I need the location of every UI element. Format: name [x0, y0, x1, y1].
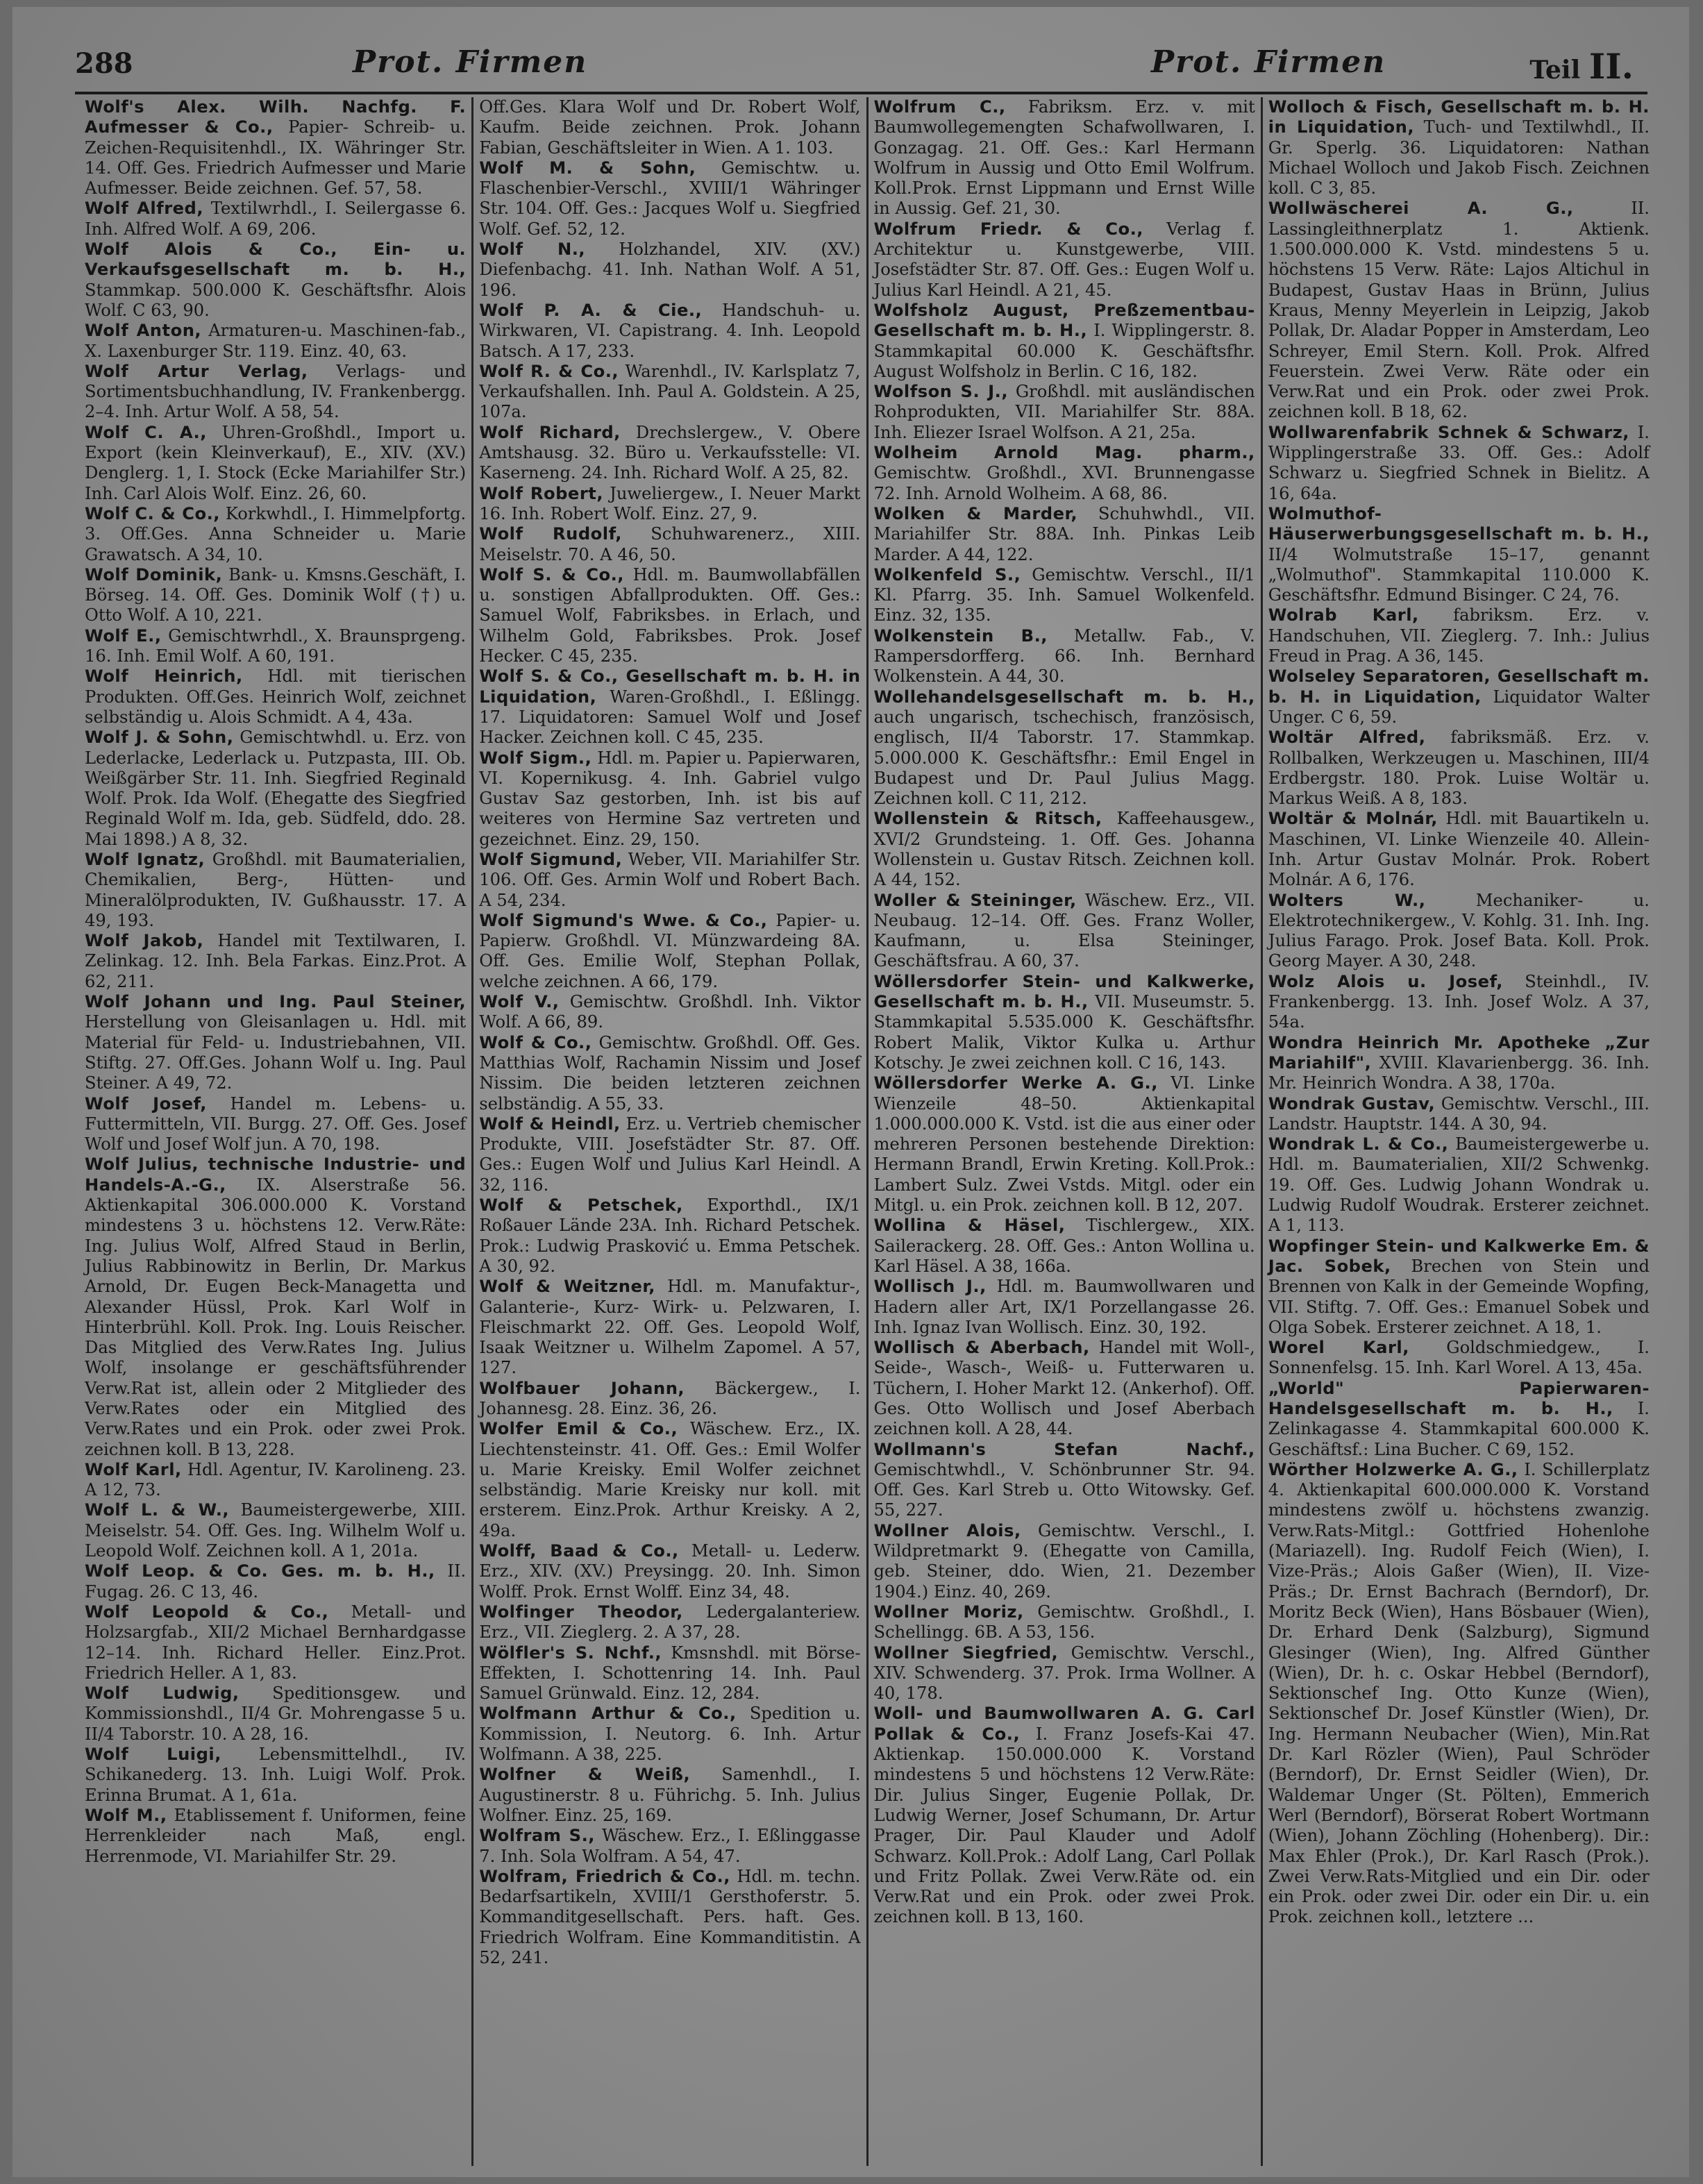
firm-name: Wollner Alois, [873, 1520, 1021, 1540]
firm-name: Wollisch & Aberbach, [873, 1338, 1090, 1358]
firm-details: Etablissement f. Uniformen, feine Herrenkleider nach Maß, engl. Herrenmode, VI. Mariahilfer Str. 29. [85, 1805, 467, 1866]
directory-entry [85, 1500, 466, 1561]
firm-name: Worel Karl, [1268, 1338, 1409, 1358]
firm-details: Kaffeehausgew., XVI/2 Grundsteing. 1. Off. Ges. Johanna Wollenstein u. Gustav Ritsch. Zeichnen koll. A 44, 152. [873, 809, 1255, 890]
directory-entry [1268, 666, 1650, 728]
firm-name: Wolf S. & Co., [479, 564, 624, 585]
firm-details: Lebensmittelhdl., IV. Schikanederg. 13. Inh. Luigi Wolf. Prok. Erinna Brumat. A 1, 61a. [85, 1745, 467, 1805]
firm-details: Hdl. mit Bauartikeln u. Maschinen, VI. Linke Wienzeile 40. Allein-Inh. Artur Gustav Molnár. Prok. Robert Molnár. A 6, 176. [1268, 809, 1650, 890]
firm-name: Wolz Alois u. Josef, [1268, 971, 1503, 991]
firm-name: Wolkenstein B., [873, 625, 1048, 646]
firm-details: Gemischtwrhdl., X. Braunsprgeng. 16. Inh. Emil Wolf. A 60, 191. [85, 625, 467, 666]
firm-name: Wolmuthof-Häuserwerbungsgesellschaft m. b. H., [1268, 503, 1650, 544]
firm-name: Wolf Alfred, [85, 199, 204, 219]
directory-entry [874, 891, 1255, 972]
running-title-right: Prot. Firmen [1151, 44, 1386, 80]
directory-columns [79, 97, 1655, 2166]
firm-details: Weber, VII. Mariahilfer Str. 106. Off. Ges. Armin Wolf und Robert Bach. A 54, 234. [479, 849, 861, 910]
firm-details: Hdl. Agentur, IV. Karolineng. 23. A 12, 73. [85, 1459, 467, 1500]
directory-entry [479, 362, 860, 423]
firm-name: Wolf & Heindl, [479, 1114, 621, 1134]
directory-entry [85, 240, 466, 321]
firm-details: Spedition u. Kommission, I. Neutorg. 6. Inh. Artur Wolfmann. A 38, 225. [479, 1704, 861, 1765]
firm-name: Wolf Robert, [479, 483, 604, 503]
directory-entry [85, 423, 466, 504]
directory-entry [85, 1460, 466, 1501]
directory-entry [85, 321, 466, 362]
firm-name: Wolf Alois & Co., Ein- u. Verkaufsgesellschaft m. b. H., [85, 240, 467, 280]
directory-entry [479, 301, 860, 362]
directory-entry [479, 1195, 860, 1277]
directory-entry [479, 158, 860, 240]
firm-details: fabriksm. Erz. v. Handschuhen, VII. Zieglerg. 7. Inh.: Julius Freud in Prag. A 36, 145. [1268, 605, 1650, 666]
firm-details: Warenhdl., IV. Karlsplatz 7, Verkaufshallen. Inh. Paul A. Goldstein. A 25, 107a. [479, 361, 861, 422]
directory-entry [874, 1704, 1255, 1927]
firm-details: Handel mit Textilwaren, I. Zelinkag. 12. Inh. Bela Farkas. Einz.Prot. A 62, 211. [85, 931, 467, 991]
firm-details: I. Wipplingerstr. 8. Stammkapital 60.000 K. Geschäftsfhr. August Wolfsholz in Berlin. C 16, 182. [873, 321, 1255, 381]
firm-details: Kmsnshdl. mit Börse-Effekten, I. Schottenring 14. Inh. Paul Samuel Grünwald. Einz. 12, 284. [479, 1643, 861, 1704]
firm-details: VI. Linke Wienzeile 48–50. Aktienkapital 1.000.000.000 K. Vstd. ist die aus einer oder mehreren Personen bestehende Direktion: Hermann Brandl, Erwin Kreting. Koll.Prok.: Lambert Sulz. Zwei Vstds. Mitgl. oder ein Mitgl. u. ein Prok. zeichnen koll. B 12, 207. [873, 1073, 1255, 1216]
firm-details: Papier- u. Papierw. Großhdl. VI. Münzwardeing 8A. Off. Ges. Emilie Wolf, Stephan Pollak, welche zeichnen. A 66, 179. [479, 910, 861, 991]
firm-details: Steinhdl., IV. Frankenbergg. 13. Inh. Josef Wolz. A 37, 54a. [1268, 971, 1650, 1032]
firm-details: Hdl. m. Baumwollabfällen u. sonstigen Abfallprodukten. Off. Ges.: Samuel Wolf, Fabriksbes. in Erlach, und Wilhelm Gold, Fabriksbes. Prok. Josef Hecker. C 45, 235. [479, 564, 861, 666]
directory-entry [479, 1602, 860, 1643]
directory-entry [85, 850, 466, 931]
directory-entry [479, 1419, 860, 1541]
firm-details: Mechaniker- u. Elektrotechnikergew., V. Kohlg. 31. Inh. Ing. Julius Farago. Prok. Josef Bata. Koll. Prok. Georg Mayer. A 30, 248. [1268, 890, 1650, 971]
directory-entry [85, 728, 466, 850]
firm-name: Wondra Heinrich Mr. Apotheke „Zur Mariahilf", [1268, 1032, 1650, 1073]
firm-name: Wolf C. A., [85, 422, 207, 442]
directory-entry [1268, 97, 1650, 199]
directory-entry [85, 931, 466, 992]
directory-entry [1268, 1094, 1650, 1135]
firm-name: Wolf E., [85, 625, 162, 646]
section-prefix: Teil [1529, 56, 1581, 85]
firm-details: Bäckergew., I. Johannesg. 28. Einz. 36, 26. [479, 1378, 861, 1418]
firm-details: Fabriksm. Erz. v. mit Baumwollegemengten Schafwollwaren, I. Gonzagag. 21. Off. Ges.: Karl Hermann Wolfrum in Aussig und Otto Emil Wolfrum. Koll.Prok. Ernst Lippmann und Ernst Wille in Aussig. Gef. 21, 30. [873, 97, 1255, 219]
firm-details: I. Schillerplatz 4. Aktienkapital 600.000.000 K. Vorstand mindestens zwölf u. höchstens zwanzig. Verw.Rats-Mitgl.: Gottfried Hohenlohe (Mariazell). Ing. Rudolf Feich (Wien), I. Vize-Präs.; Alois Gaßer (Wien), II. Vize-Präs.; Dr. Ernst Bachrach (Berndorf), Dr. Moritz Beck (Wien), Hans Bösbauer (Wien), Dr. Erhard Denk (Salzburg), Sigmund Glesinger (Wien), Ing. Alfred Günther (Wien), Dr. h. c. Oskar Hebbel (Berndorf), Sektionschef Ing. Otto Kunze (Wien), Sektionschef Dr. Josef Künstler (Wien), Dr. Ing. Hermann Neubacher (Wien), Min.Rat Dr. Karl Rözler (Wien), Paul Schröder (Berndorf), Dr. Ernst Seidler (Wien), Dr. Waldemar Unger (St. Pölten), Emmerich Werl (Berndorf), Börserat Robert Wortmann (Wien), Johann Zöchling (Hohenberg). Dir.: Max Ehler (Prok.), Dr. Karl Rasch (Prok.). Zwei Verw.Rats-Mitglied und ein Dir. oder ein Prok. oder zwei Dir. oder ein Dir. u. ein Prok. zeichnen koll., letztere ... [1268, 1459, 1650, 1927]
directory-entry [874, 301, 1255, 382]
directory-entry [1268, 809, 1650, 890]
page-number: 288 [75, 47, 133, 80]
firm-details: auch ungarisch, tschechisch, französisch, englisch, II/4 Taborstr. 17. Stammkap. 5.000.000 K. Geschäftsfhr.: Emil Engel in Budapest und Dr. Paul Julius Magg. Zeichnen koll. C 11, 212. [873, 707, 1255, 809]
firm-name: Wolf Luigi, [85, 1745, 221, 1765]
firm-name: Wolf S. & Co., Gesellschaft m. b. H. in Liquidation, [479, 666, 861, 707]
directory-entry [1268, 1460, 1650, 1928]
firm-details: Hdl. m. Papier u. Papierwaren, VI. Kopernikusg. 4. Inh. Gabriel vulgo Gustav Saz gestorben, Inh. ist bis auf weiteres von Hermine Saz vertreten und gezeichnet. Einz. 29, 150. [479, 748, 861, 849]
firm-name: Wolf Anton, [85, 321, 202, 341]
firm-name: Wolf P. A. & Cie., [479, 300, 703, 320]
directory-entry [874, 1521, 1255, 1602]
firm-details: Waren-Großhdl., I. Eßlingg. 17. Liquidatoren: Samuel Wolf und Josef Hacker. Zeichnen koll. C 45, 235. [479, 687, 861, 748]
firm-name: Wolloch & Fisch, Gesellschaft m. b. H. in Liquidation, [1268, 97, 1650, 137]
firm-name: Wolf Heinrich, [85, 666, 243, 687]
firm-details: Metall- u. Lederw. Erz., XIV. (XV.) Preysingg. 20. Inh. Simon Wolff. Prok. Ernst Wolff. Einz 34, 48. [479, 1541, 861, 1602]
firm-name: Wolf Leopold & Co., [85, 1602, 329, 1622]
firm-details: Gemischtw. Verschl., XIV. Schwenderg. 37. Prok. Irma Wollner. A 40, 178. [873, 1643, 1255, 1704]
firm-details: Baumeistergewerbe, XIII. Meiselstr. 54. Off. Ges. Ing. Wilhelm Wolf u. Leopold Wolf. Zeichnen koll. A 1, 201a. [85, 1500, 467, 1561]
firm-details: Verlags- und Sortimentsbuchhandlung, IV. Frankenbergg. 2–4. Inh. Artur Wolf. A 58, 54. [85, 361, 467, 422]
firm-details: Armaturen-u. Maschinen-fab., X. Laxenburger Str. 119. Einz. 40, 63. [85, 321, 467, 361]
firm-name: Wolf Julius, technische Industrie- und Handels-A.-G., [85, 1154, 467, 1195]
directory-entry [1268, 1033, 1650, 1094]
column-2 [471, 97, 866, 2166]
firm-details: Schuhwhdl., VII. Mariahilfer Str. 88A. Inh. Pinkas Leib Marder. A 44, 122. [873, 503, 1255, 564]
firm-details: Gemischtw. Großhdl., XVI. Brunnengasse 72. Inh. Arnold Wolheim. A 68, 86. [873, 463, 1255, 503]
directory-entry [874, 1073, 1255, 1216]
directory-entry [85, 362, 466, 423]
firm-details: Holzhandel, XIV. (XV.) Diefenbachg. 41. Inh. Nathan Wolf. A 51, 196. [479, 240, 861, 300]
firm-name: Wolfinger Theodor, [479, 1602, 683, 1622]
firm-details: Metall- und Holzsargfab., XII/2 Michael Bernhardgasse 12–14. Inh. Richard Heller. Einz.Prot. Friedrich Heller. A 1, 83. [85, 1602, 467, 1683]
directory-entry [85, 97, 466, 199]
firm-details: Liquidator Walter Unger. C 6, 59. [1268, 687, 1650, 727]
firm-name: Wolfbauer Johann, [479, 1378, 685, 1398]
directory-entry [85, 1806, 466, 1867]
firm-details: Juweliergew., I. Neuer Markt 16. Inh. Robert Wolf. Einz. 27, 9. [479, 483, 861, 523]
firm-details: I. Wipplingerstraße 33. Off. Ges.: Adolf Schwarz u. Siegfried Schnek in Bielitz. A 16, 64a. [1268, 422, 1650, 503]
firm-name: Wondrak L. & Co., [1268, 1134, 1449, 1154]
directory-entry [479, 524, 860, 565]
directory-entry [874, 1602, 1255, 1643]
firm-name: Wolf Josef, [85, 1093, 207, 1114]
directory-entry [85, 504, 466, 565]
directory-entry [1268, 199, 1650, 422]
directory-entry [874, 1643, 1255, 1704]
column-3 [866, 97, 1261, 2166]
directory-entry [479, 748, 860, 850]
directory-entry [874, 565, 1255, 626]
firm-details: Brechen von Stein und Brennen von Kalk in der Gemeinde Wopfing, VII. Stiftg. 7. Off. Ges.: Emanuel Sobek und Olga Sobek. Ersterer zeichnet. A 18, 1. [1268, 1256, 1650, 1337]
running-title-left: Prot. Firmen [353, 44, 588, 80]
firm-name: Wopfinger Stein- und Kalkwerke Em. & Jac. Sobek, [1268, 1236, 1650, 1276]
directory-entry [874, 1440, 1255, 1521]
firm-name: Wollmann's Stefan Nachf., [873, 1439, 1255, 1459]
firm-details: Stammkap. 500.000 K. Geschäftsfhr. Alois Wolf. C 63, 90. [85, 280, 467, 320]
directory-entry [479, 240, 860, 301]
firm-details: I. Zelinkagasse 4. Stammkapital 600.000 K. Geschäftsf.: Lina Bucher. C 69, 152. [1268, 1399, 1650, 1459]
firm-name: Wörther Holzwerke A. G., [1268, 1459, 1518, 1479]
firm-details: Wäschew. Erz., IX. Liechtensteinstr. 41. Off. Ges.: Emil Wolfer u. Marie Kreisky. Emil Wolfer zeichnet selbständig. Marie Kreisky nur koll. mit ersterem. Einz.Prok. Arthur Kreisky. A 2, 49a. [479, 1419, 861, 1540]
directory-entry [85, 992, 466, 1093]
firm-details: Papier- Schreib- u. Zeichen-Requisitenhdl., IX. Währinger Str. 14. Off. Ges. Friedrich Aufmesser und Marie Aufmesser. Beide zeichnen. Gef. 57, 58. [85, 117, 467, 199]
firm-name: Wolfram S., [479, 1826, 595, 1846]
firm-details: Speditionsgew. und Kommissionshdl., II/4 Gr. Mohrengasse 5 u. II/4 Taborstr. 10. A 28, 16. [85, 1683, 467, 1744]
firm-name: Wolff, Baad & Co., [479, 1541, 679, 1561]
firm-name: Woltär Alfred, [1268, 728, 1426, 748]
directory-entry [874, 809, 1255, 890]
directory-entry [874, 1338, 1255, 1439]
directory-entry [85, 565, 466, 626]
firm-name: Wöllersdorfer Stein- und Kalkwerke, Gesellschaft m. b. H., [873, 971, 1255, 1012]
directory-entry [874, 972, 1255, 1073]
firm-name: Woll- und Baumwollwaren A. G. Carl Pollak & Co., [873, 1704, 1255, 1744]
directory-entry [479, 1379, 860, 1420]
firm-details: Exporthdl., IX/1 Roßauer Lände 23A. Inh. Richard Petschek. Prok.: Ludwig Prasković u. Emma Petschek. A 30, 92. [479, 1195, 861, 1276]
column-1 [79, 97, 471, 2166]
directory-entry [479, 97, 860, 158]
directory-entry [874, 443, 1255, 504]
directory-entry [479, 1704, 860, 1765]
firm-details: Gemischtwhdl., V. Schönbrunner Str. 94. Off. Ges. Karl Streb u. Otto Witowsky. Gef. 55, 227. [873, 1459, 1255, 1520]
directory-entry [874, 1277, 1255, 1338]
firm-name: Wolf Sigmund's Wwe. & Co., [479, 910, 768, 930]
directory-entry [479, 1114, 860, 1195]
firm-name: Wolf M., [85, 1805, 167, 1825]
firm-details: Hdl. mit tierischen Produkten. Off.Ges. Heinrich Wolf, zeichnet selbständig u. Alois Schmidt. A 4, 43a. [85, 666, 467, 727]
firm-details: Gemischtw. u. Flaschenbier-Verschl., XVIII/1 Währinger Str. 104. Off. Ges.: Jacques Wolf u. Siegfried Wolf. Gef. 52, 12. [479, 158, 861, 239]
firm-details: I. Franz Josefs-Kai 47. Aktienkap. 150.000.000 K. Vorstand mindestens 5 und höchstens 12 Verw.Räte: Dir. Julius Singer, Eugenie Pollak, Dr. Ludwig Werner, Josef Schumann, Dr. Artur Prager, Dir. Paul Klauder und Adolf Schwarz. Koll.Prok.: Adolf Lang, Carl Pollak und Fritz Pollak. Zwei Verw.Räte od. ein Verw.Rat und ein Prok. oder zwei Prok. zeichnen koll. B 13, 160. [873, 1724, 1255, 1927]
firm-name: Wolseley Separatoren, Gesellschaft m. b. H. in Liquidation, [1268, 666, 1650, 707]
firm-name: Wolfrum C., [873, 97, 1006, 117]
firm-details: II. Fugag. 26. C 13, 46. [85, 1561, 467, 1602]
firm-details: II/4 Wolmutstraße 15–17, genannt „Wolmuthof". Stammkapital 110.000 K. Geschäftsfhr. Edmund Bisinger. C 24, 76. [1268, 544, 1650, 605]
directory-entry [1268, 504, 1650, 605]
directory-page [12, 7, 1689, 2177]
firm-details: Baumeistergewerbe u. Hdl. m. Baumaterialien, XII/2 Schwenkg. 19. Off. Ges. Ludwig Johann Wondrak u. Ludwig Rudolf Woudrak. Ersterer zeichnet. A 1, 113. [1268, 1134, 1650, 1236]
directory-entry [479, 565, 860, 666]
firm-name: Wollenstein & Ritsch, [873, 809, 1102, 829]
directory-entry [1268, 891, 1650, 972]
firm-name: Wolf N., [479, 240, 586, 260]
firm-details: Erz. u. Vertrieb chemischer Produkte, VIII. Josefstädter Str. 87. Off. Ges.: Eugen Wolf und Julius Karl Heindl. A 32, 116. [479, 1114, 861, 1195]
directory-entry [479, 992, 860, 1033]
firm-details: Handel mit Woll-, Seide-, Wasch-, Weiß- u. Futterwaren u. Tüchern, I. Hoher Markt 12. (Ankerhof). Off. Ges. Otto Wollisch und Josef Aberbach zeichnen koll. A 28, 44. [873, 1338, 1255, 1439]
directory-entry [874, 97, 1255, 219]
firm-name: Wolf Ludwig, [85, 1683, 240, 1704]
directory-entry [1268, 728, 1650, 809]
firm-name: Wolfmann Arthur & Co., [479, 1704, 737, 1724]
firm-name: Wolfner & Weiß, [479, 1765, 691, 1785]
directory-entry [479, 666, 860, 748]
firm-details: Hdl. m. techn. Bedarfsartikeln, XVIII/1 Gersthoferstr. 5. Kommanditgesellschaft. Pers. haft. Ges. Friedrich Wolfram. Eine Kommanditistin. A 52, 241. [479, 1866, 861, 1968]
firm-name: Wolf Rudolf, [479, 524, 622, 544]
firm-name: Wollwäscherei A. G., [1268, 199, 1574, 219]
directory-entry [1268, 1236, 1650, 1338]
directory-entry [479, 1867, 860, 1968]
directory-entry [85, 1683, 466, 1745]
firm-name: Woltär & Molnár, [1268, 809, 1438, 829]
firm-details: Gemischtw. Verschl., I. Wildpretmarkt 9. (Ehegatte von Camilla, geb. Steiner, ddo. Wien, 21. Dezember 1904.) Einz. 40, 269. [873, 1520, 1255, 1602]
firm-details: Metallw. Fab., V. Rampersdorfferg. 66. Inh. Bernhard Wolkenstein. A 44, 30. [873, 625, 1255, 687]
firm-name: Wolf Artur Verlag, [85, 361, 308, 381]
directory-entry [479, 1643, 860, 1704]
firm-details: Schuhwarenerz., XIII. Meiselstr. 70. A 46, 50. [479, 524, 861, 564]
directory-entry [85, 626, 466, 667]
firm-details: Gemischtw. Verschl., III. Landstr. Hauptstr. 144. A 30, 94. [1268, 1093, 1650, 1134]
firm-name: Wolf Karl, [85, 1459, 182, 1479]
firm-name: Wolf Richard, [479, 422, 621, 442]
firm-name: Woller & Steininger, [873, 890, 1077, 910]
directory-entry [1268, 423, 1650, 504]
directory-entry [1268, 1134, 1650, 1236]
directory-entry [479, 850, 860, 911]
firm-name: Wolf V., [479, 992, 560, 1012]
section-label [1529, 46, 1634, 87]
firm-details: Großhdl. mit Baumaterialien, Chemikalien, Berg-, Hütten- und Mineralölprodukten, IV. Gußhausstr. 17. A 49, 193. [85, 849, 467, 930]
firm-name: Wolf's Alex. Wilh. Nachfg. F. Aufmesser & Co., [85, 97, 467, 137]
header-rule [75, 92, 1647, 94]
firm-details: Uhren-Großhdl., Import u. Export (kein Kleinverkauf), E., XIV. (XV.) Denglerg. 1, I. Stock (Ecke Mariahilfer Str.) Inh. Carl Alois Wolf. Einz. 26, 60. [85, 422, 467, 503]
firm-name: Wolf J. & Sohn, [85, 728, 234, 748]
firm-name: Wolf Dominik, [85, 564, 223, 585]
directory-entry [479, 1826, 860, 1867]
directory-entry [479, 911, 860, 992]
firm-details: Goldschmiedgew., I. Sonnenfelsg. 15. Inh. Karl Worel. A 13, 45a. [1268, 1338, 1650, 1378]
firm-name: Wolrab Karl, [1268, 605, 1419, 625]
directory-entry [85, 1745, 466, 1806]
firm-name: Wondrak Gustav, [1268, 1093, 1436, 1114]
firm-name: Wolfson S. J., [873, 382, 1009, 402]
firm-details: Wäschew. Erz., VII. Neubaug. 12–14. Off. Ges. Franz Woller, Kaufmann, u. Elsa Steininger, Geschäftsfrau. A 60, 37. [873, 890, 1255, 971]
directory-entry [1268, 1338, 1650, 1379]
firm-details: Herstellung von Gleisanlagen u. Hdl. mit Material für Feld- u. Industriebahnen, VII. Stiftg. 27. Off.Ges. Johann Wolf u. Ing. Paul Steiner. A 49, 72. [85, 1012, 467, 1093]
directory-entry [479, 1277, 860, 1378]
firm-name: Wolf Johann und Ing. Paul Steiner, [85, 992, 467, 1012]
section-numeral: II. [1588, 46, 1634, 87]
firm-details: Handel m. Lebens- u. Futtermitteln, VII. Burgg. 27. Off. Ges. Josef Wolf und Josef Wolf jun. A 70, 198. [85, 1093, 467, 1154]
firm-name: Wolkenfeld S., [873, 564, 1021, 585]
firm-details: Tischlergew., XIX. Sailerackerg. 28. Off. Ges.: Anton Wollina u. Karl Häsel. A 38, 166a. [873, 1216, 1255, 1276]
directory-entry [479, 1033, 860, 1114]
firm-name: Wöllersdorfer Werke A. G., [873, 1073, 1158, 1093]
firm-name: Wolf Sigm., [479, 748, 592, 768]
firm-name: Wolf & Petschek, [479, 1195, 683, 1216]
firm-name: Wolf C. & Co., [85, 503, 220, 523]
firm-details: IX. Alserstraße 56. Aktienkapital 306.000.000 K. Vorstand mindestens 3 u. höchstens 12. Verw.Räte: Ing. Julius Wolf, Alfred Staud in Berlin, Julius Rabbinowitz in Berlin, Dr. Markus Arnold, Dr. Eugen Beck-Managetta und Alexander Hüssl, Prok. Karl Wolf in Hinterbrühl. Koll. Prok. Ing. Louis Reischer. Das Mitglied des Verw.Rates Ing. Julius Wolf, insolange er geschäftsführender Verw.Rat ist, allein oder 2 Mitglieder des Verw.Rates oder ein Mitglied des Verw.Rates und ein Prok. oder zwei Prok. zeichnen koll. B 13, 228. [85, 1175, 467, 1459]
firm-details: Gemischtw. Großhdl. Inh. Viktor Wolf. A 66, 89. [479, 992, 861, 1032]
column-4 [1261, 97, 1655, 2166]
firm-name: Wolken & Marder, [873, 503, 1078, 523]
firm-details: Drechslergew., V. Obere Amtshausg. 32. Büro u. Verkaufsstelle: VI. Kaserneng. 24. Inh. Richard Wolf. A 25, 82. [479, 422, 861, 483]
directory-entry [85, 1154, 466, 1459]
firm-details: Ledergalanteriew. Erz., VII. Zieglerg. 2. A 37, 28. [479, 1602, 861, 1643]
firm-details: Bank- u. Kmsns.Geschäft, I. Börseg. 14. Off. Ges. Dominik Wolf (†) u. Otto Wolf. A 10, 221. [85, 564, 467, 625]
firm-name: „World" Papierwaren-Handelsgesellschaft m. b. H., [1268, 1378, 1650, 1418]
firm-details: Handschuh- u. Wirkwaren, VI. Capistrang. 4. Inh. Leopold Batsch. A 17, 233. [479, 300, 861, 361]
firm-details: Textilwrhdl., I. Seilergasse 6. Inh. Alfred Wolf. A 69, 206. [85, 199, 467, 239]
firm-name: Wollehandelsgesellschaft m. b. H., [873, 687, 1255, 707]
firm-name: Wolfram, Friedrich & Co., [479, 1866, 730, 1886]
firm-details: Samenhdl., I. Augustinerstr. 8 u. Führichg. 5. Inh. Julius Wolfner. Einz. 25, 169. [479, 1765, 861, 1825]
directory-entry [874, 504, 1255, 565]
directory-entry [479, 484, 860, 525]
directory-entry [1268, 972, 1650, 1033]
firm-details: Hdl. m. Manufaktur-, Galanterie-, Kurz- Wirk- u. Pelzwaren, I. Fleischmarkt 22. Off. Ges. Leopold Wolf, Isaak Weitzner u. Wilhelm Zapomel. A 57, 127. [479, 1277, 861, 1378]
firm-name: Wolfsholz August, Preßzementbau-Gesellschaft m. b. H., [873, 300, 1255, 341]
firm-details: Gemischtwhdl. u. Erz. von Lederlacke, Lederlack u. Putzpasta, III. Ob. Weißgärber Str. 11. Inh. Siegfried Reginald Wolf. Prok. Ida Wolf. (Ehegatte des Siegfried Reginald Wolf m. Ida, geb. Südfeld, ddo. 28. Mai 1898.) A 8, 32. [85, 728, 467, 849]
firm-name: Wolfrum Friedr. & Co., [873, 219, 1143, 239]
directory-entry [85, 1561, 466, 1602]
directory-entry [874, 1216, 1255, 1277]
firm-details: Gemischtw. Großhdl., I. Schellingg. 6B. A 53, 156. [873, 1602, 1255, 1643]
directory-entry [85, 666, 466, 728]
firm-name: Wolf Ignatz, [85, 849, 205, 869]
firm-details: Gemischtw. Großhdl. Off. Ges. Matthias Wolf, Rachamin Nissim und Josef Nissim. Die beiden letzteren zeichnen selbständig. A 55, 33. [479, 1032, 861, 1114]
firm-details: Korkwhdl., I. Himmelpfortg. 3. Off.Ges. Anna Schneider u. Marie Grawatsch. A 34, 10. [85, 503, 467, 564]
firm-name: Wolf R. & Co., [479, 361, 619, 381]
firm-name: Wolf Jakob, [85, 931, 204, 951]
firm-details: Verlag f. Architektur u. Kunstgewerbe, VIII. Josefstädter Str. 87. Off. Ges.: Eugen Wolf u. Julius Karl Heindl. A 21, 45. [873, 219, 1255, 300]
directory-entry [874, 626, 1255, 687]
directory-entry [479, 1541, 860, 1602]
firm-name: Wolfer Emil & Co., [479, 1419, 678, 1439]
firm-details: Großhdl. mit ausländischen Rohprodukten, VII. Mariahilfer Str. 88A. Inh. Eliezer Israel Wolfson. A 21, 25a. [873, 382, 1255, 442]
directory-entry [874, 687, 1255, 809]
firm-details: Hdl. m. Baumwollwaren und Hadern aller Art, IX/1 Porzellangasse 26. Inh. Ignaz Ivan Wollisch. Einz. 30, 192. [873, 1277, 1255, 1337]
firm-name: Wolf L. & W., [85, 1500, 230, 1520]
directory-entry [479, 423, 860, 484]
firm-details: II. Lassingleithnerplatz 1. Aktienk. 1.500.000.000 K. Vstd. mindestens 5 u. höchstens 15 Verw. Räte: Lajos Altichul in Budapest, Gustav Haas in Brünn, Julius Kraus, Menny Meyerlein in Leipzig, Jakob Pollak, Dr. Aladar Popper in Amsterdam, Leo Schreyer, Emil Stern. Koll. Prok. Alfred Feuerstein. Zwei Verw. Räte oder ein Verw.Rat und ein Prok. oder zwei Prok. zeichnen koll. B 18, 62. [1268, 199, 1650, 422]
firm-name: Wolters W., [1268, 890, 1426, 910]
directory-entry [1268, 1379, 1650, 1460]
directory-entry [479, 1765, 860, 1826]
firm-name: Wolf & Weitzner, [479, 1277, 655, 1297]
firm-name: Wolheim Arnold Mag. pharm., [873, 443, 1255, 463]
firm-name: Wollwarenfabrik Schnek & Schwarz, [1268, 422, 1629, 442]
firm-details: Gemischtw. Verschl., II/1 Kl. Pfarrg. 35. Inh. Samuel Wolkenfeld. Einz. 32, 135. [873, 564, 1255, 625]
directory-entry [1268, 605, 1650, 666]
firm-name: Wölfler's S. Nchf., [479, 1643, 662, 1663]
firm-name: Wolf Leop. & Co. Ges. m. b. H., [85, 1561, 435, 1581]
firm-details: Wäschew. Erz., I. Eßlinggasse 7. Inh. Sola Wolfram. A 54, 47. [479, 1826, 861, 1866]
firm-details: Tuch- und Textilwhdl., II. Gr. Sperlg. 36. Liquidatoren: Nathan Michael Wolloch und Jakob Fisch. Zeichnen koll. C 3, 85. [1268, 117, 1650, 199]
firm-name: Wollina & Häsel, [873, 1216, 1066, 1236]
firm-name: Wolf Sigmund, [479, 849, 623, 869]
directory-entry [85, 1094, 466, 1155]
firm-name: Wolf M. & Sohn, [479, 158, 696, 178]
firm-name: Wollner Moriz, [873, 1602, 1024, 1622]
firm-details: fabriksmäß. Erz. v. Rollbalken, Werkzeugen u. Maschinen, III/4 Erdbergstr. 180. Prok. Luise Woltär u. Markus Weiß. A 8, 183. [1268, 728, 1650, 809]
directory-entry [85, 199, 466, 240]
page-header [75, 40, 1647, 89]
directory-entry [874, 382, 1255, 443]
firm-name: Wollisch J., [873, 1277, 987, 1297]
directory-entry [874, 219, 1255, 301]
firm-name: Wolf & Co., [479, 1032, 592, 1052]
firm-details: XVIII. Klavarienbergg. 36. Inh. Mr. Heinrich Wondra. A 38, 170a. [1268, 1052, 1650, 1093]
directory-entry [85, 1602, 466, 1683]
firm-details: Off.Ges. Klara Wolf und Dr. Robert Wolf, Kaufm. Beide zeichnen. Prok. Johann Fabian, Geschäftsleiter in Wien. A 1. 103. [479, 97, 861, 158]
firm-details: VII. Museumstr. 5. Stammkapital 5.535.000 K. Geschäftsfhr. Robert Malik, Viktor Kulka u. Arthur Kotschy. Je zwei zeichnen koll. C 16, 143. [873, 992, 1255, 1073]
firm-name: Wollner Siegfried, [873, 1643, 1059, 1663]
